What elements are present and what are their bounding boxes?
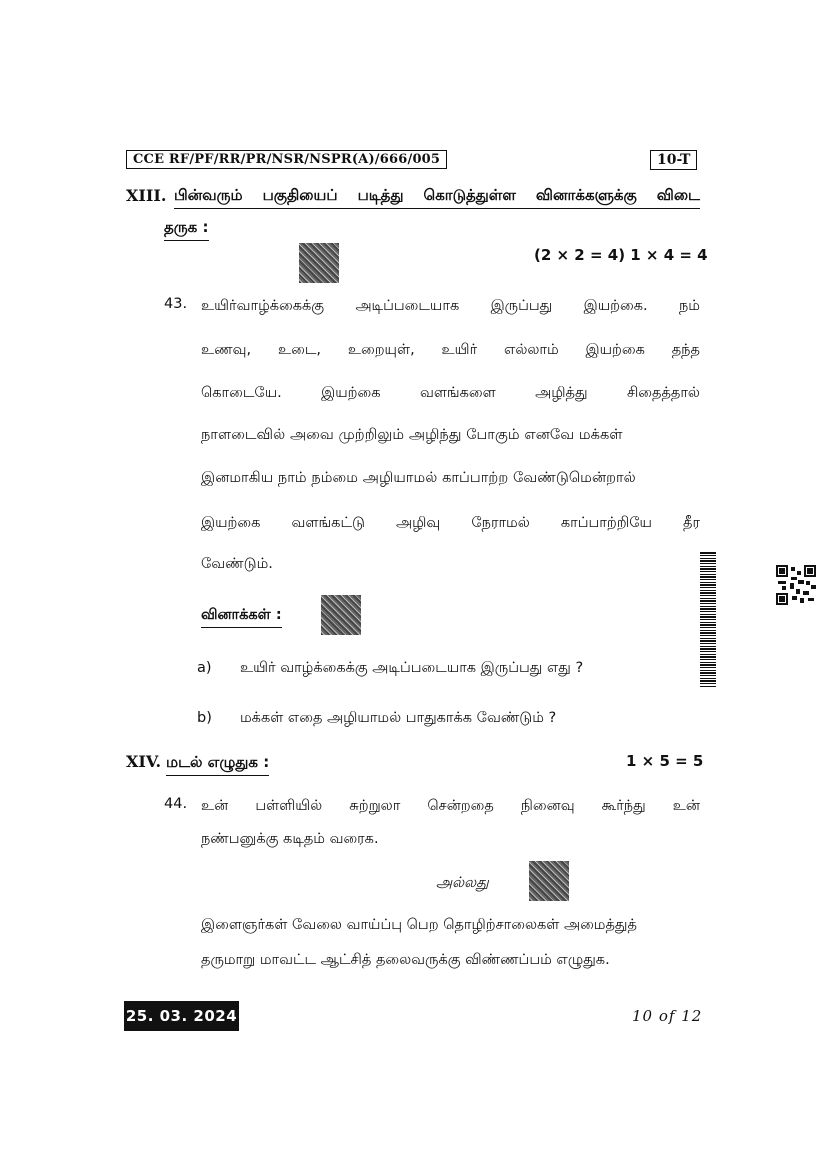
passage-line-5: இனமாகிய நாம் நம்மை அழியாமல் காப்பாற்ற வேண்டுமென்றால் — [201, 470, 636, 486]
word: வளங்களை — [419, 385, 496, 401]
question-43-number: 43. — [164, 296, 188, 312]
page-code: 10-T — [650, 150, 697, 170]
word: இயற்கை — [321, 385, 381, 401]
word: இருப்பது — [490, 298, 553, 314]
word: பள்ளியில் — [255, 798, 323, 814]
question-44-line-1 — [201, 796, 700, 816]
title-word: வினாக்களுக்கு — [535, 186, 637, 204]
question-44-line-2: நண்பனுக்கு கடிதம் வரைக. — [201, 831, 379, 847]
qr-code — [776, 565, 816, 605]
questions-label: வினாக்கள் : — [201, 607, 282, 628]
word: இயற்கை — [585, 342, 645, 358]
word: சுற்றுலா — [349, 798, 401, 814]
title-word: பகுதியைப் — [262, 186, 338, 204]
word: எல்லாம் — [504, 342, 559, 358]
word: உடை, — [277, 342, 321, 358]
word: சென்றதை — [427, 798, 494, 814]
passage-line-2 — [201, 340, 700, 360]
word: சிதைத்தால் — [626, 385, 700, 401]
or-label: அல்லது — [436, 875, 489, 891]
word: தீர — [683, 515, 700, 531]
alt-question-line-2: தருமாறு மாவட்ட ஆட்சித் தலைவருக்கு விண்ணப்பம் எழுதுக. — [201, 952, 610, 968]
passage-line-3 — [201, 383, 700, 403]
passage-line-1 — [201, 296, 700, 316]
section-14-title: மடல் எழுதுக : — [166, 753, 269, 776]
section-13-number: XIII. — [126, 186, 167, 205]
question-a-text: உயிர் வாழ்க்கைக்கு அடிப்படையாக இருப்பது எது ? — [240, 660, 584, 676]
page-number: 10 of 12 — [632, 1007, 703, 1025]
alt-question-line-1: இளைஞர்கள் வேலை வாய்ப்பு பெற தொழிற்சாலைகள் அமைத்துத் — [201, 917, 637, 933]
word: உயிர்வாழ்க்கைக்கு — [201, 298, 325, 314]
word: உறையுள், — [347, 342, 415, 358]
section-14-marks: 1 × 5 = 5 — [626, 752, 704, 770]
barcode — [700, 552, 716, 688]
word: கொடையே. — [201, 385, 282, 401]
word: உயிர் — [441, 342, 478, 358]
word: நம் — [678, 298, 700, 314]
title-word: கொடுத்துள்ள — [423, 186, 516, 204]
question-b-text: மக்கள் எதை அழியாமல் பாதுகாக்க வேண்டும் ? — [240, 710, 557, 726]
word: தந்த — [671, 342, 700, 358]
scan-noise-image — [529, 861, 569, 901]
word: நேராமல் — [471, 515, 530, 531]
word: அடிப்படையாக — [355, 298, 460, 314]
passage-line-7: வேண்டும். — [201, 556, 273, 572]
word: அழித்து — [535, 385, 588, 401]
word: வளங்கட்டு — [291, 515, 365, 531]
question-44-number: 44. — [164, 796, 188, 812]
passage-line-4: நாளடைவில் அவை முற்றிலும் அழிந்து போகும் எனவே மக்கள் — [201, 427, 623, 443]
word: நினைவு — [520, 798, 575, 814]
section-13-title-line1 — [174, 186, 700, 209]
word: உன் — [201, 798, 229, 814]
word: இயற்கை. — [583, 298, 648, 314]
title-word: படித்து — [357, 186, 404, 204]
question-b-label: b) — [197, 710, 212, 726]
question-a-label: a) — [197, 660, 212, 676]
word: உன் — [672, 798, 700, 814]
passage-line-6 — [201, 513, 700, 533]
word: இயற்கை — [201, 515, 261, 531]
word: கூர்ந்து — [601, 798, 646, 814]
title-word: பின்வரும் — [174, 186, 243, 204]
exam-code: CCE RF/PF/RR/PR/NSR/NSPR(A)/666/005 — [126, 150, 447, 169]
word: உணவு, — [201, 342, 252, 358]
section-13-title-line2: தருக : — [164, 218, 209, 241]
scan-noise-image — [321, 595, 361, 635]
scan-noise-image — [299, 243, 339, 283]
section-13-marks: (2 × 2 = 4) 1 × 4 = 4 — [534, 246, 708, 264]
exam-date: 25. 03. 2024 — [124, 1001, 239, 1031]
word: அழிவு — [396, 515, 441, 531]
title-word: விடை — [656, 186, 700, 204]
word: காப்பாற்றியே — [560, 515, 652, 531]
section-14-number: XIV. — [126, 752, 162, 771]
